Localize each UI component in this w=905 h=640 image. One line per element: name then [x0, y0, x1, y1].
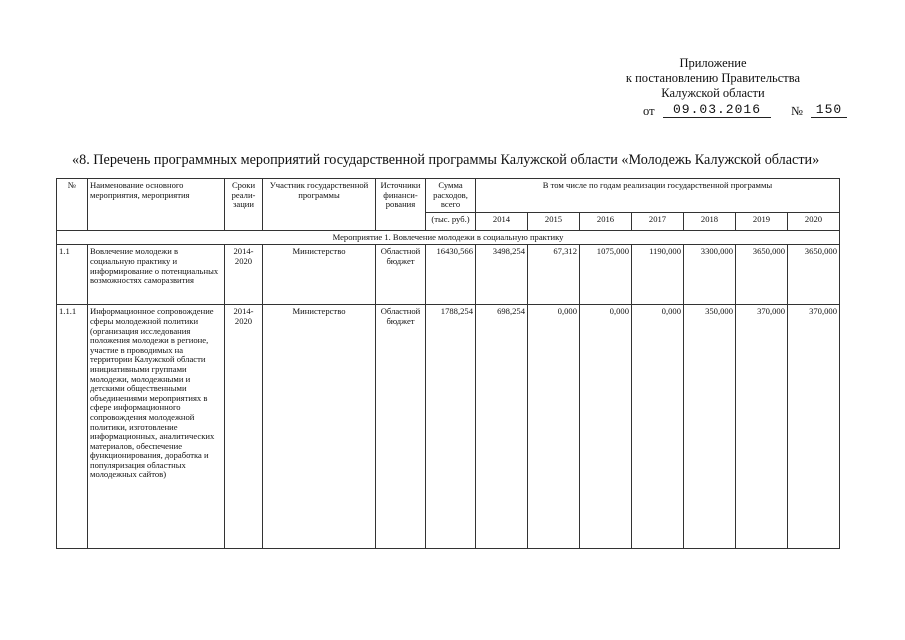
row-year-value: 67,312	[528, 245, 580, 305]
row-num: 1.1	[57, 245, 88, 305]
row-year-value: 0,000	[580, 305, 632, 549]
row-name: Вовлечение молодежи в социальную практику и информирование о потенциальных возможностях саморазвития	[88, 245, 225, 305]
header-unit: (тыс. руб.)	[426, 212, 476, 230]
appendix-line: Калужской области	[661, 86, 765, 100]
program-measures-table	[56, 178, 840, 549]
header-year: 2015	[528, 212, 580, 230]
row-year-value: 370,000	[788, 305, 840, 549]
date-label: от	[643, 104, 655, 118]
header-year: 2018	[684, 212, 736, 230]
page-title: «8. Перечень программных мероприятий государственной программы Калужской области «Молодежь Калужской области»	[72, 152, 820, 168]
header-num: №	[57, 179, 88, 231]
header-sum: Сумма расходов, всего	[426, 179, 476, 213]
header-year: 2016	[580, 212, 632, 230]
header-year: 2017	[632, 212, 684, 230]
row-name: Информационное сопровождение сферы молодежной политики (организация исследования положения молодежи в регионе, участие в проводимых на территории Калужской области инициативными группами молодежи, молодежными и детскими общественными объединениями мероприятиях в сфере информационного сопровождения молодежной политики, изготовление информационных, аналитических материалов, обеспечение функционирования, доработка и популяризация областных молодежных сайтов)	[88, 305, 225, 549]
row-term: 2014-2020	[225, 245, 263, 305]
row-year-value: 3650,000	[736, 245, 788, 305]
row-term: 2014-2020	[225, 305, 263, 549]
row-year-value: 698,254	[476, 305, 528, 549]
row-year-value: 0,000	[632, 305, 684, 549]
row-source: Областной бюджет	[376, 305, 426, 549]
header-year: 2014	[476, 212, 528, 230]
header-row	[57, 179, 840, 213]
row-year-value: 350,000	[684, 305, 736, 549]
header-by-years: В том числе по годам реализации государственной программы	[476, 179, 840, 213]
row-sum: 1788,254	[426, 305, 476, 549]
row-participant: Министерство	[263, 245, 376, 305]
header-term: Сроки реали-зации	[225, 179, 263, 231]
row-year-value: 1075,000	[580, 245, 632, 305]
row-year-value: 3300,000	[684, 245, 736, 305]
table-row	[57, 245, 840, 305]
appendix-line: к постановлению Правительства	[625, 71, 801, 85]
header-year: 2019	[736, 212, 788, 230]
row-year-value: 370,000	[736, 305, 788, 549]
row-source: Областной бюджет	[376, 245, 426, 305]
appendix-block	[583, 56, 843, 101]
row-num: 1.1.1	[57, 305, 88, 549]
row-year-value: 1190,000	[632, 245, 684, 305]
appendix-line: Приложение	[679, 56, 747, 70]
section-row	[57, 230, 840, 245]
header-participant: Участник государственной программы	[263, 179, 376, 231]
row-sum: 16430,566	[426, 245, 476, 305]
number-label: №	[791, 104, 803, 118]
row-year-value: 0,000	[528, 305, 580, 549]
date-value: 09.03.2016	[663, 102, 771, 118]
header-sources: Источники финанси-рования	[376, 179, 426, 231]
table-row	[57, 305, 840, 549]
header-name: Наименование основного мероприятия, мероприятия	[88, 179, 225, 231]
row-year-value: 3650,000	[788, 245, 840, 305]
row-year-value: 3498,254	[476, 245, 528, 305]
section-title: Мероприятие 1. Вовлечение молодежи в социальную практику	[57, 230, 840, 245]
header-year: 2020	[788, 212, 840, 230]
number-value: 150	[811, 102, 847, 118]
row-participant: Министерство	[263, 305, 376, 549]
